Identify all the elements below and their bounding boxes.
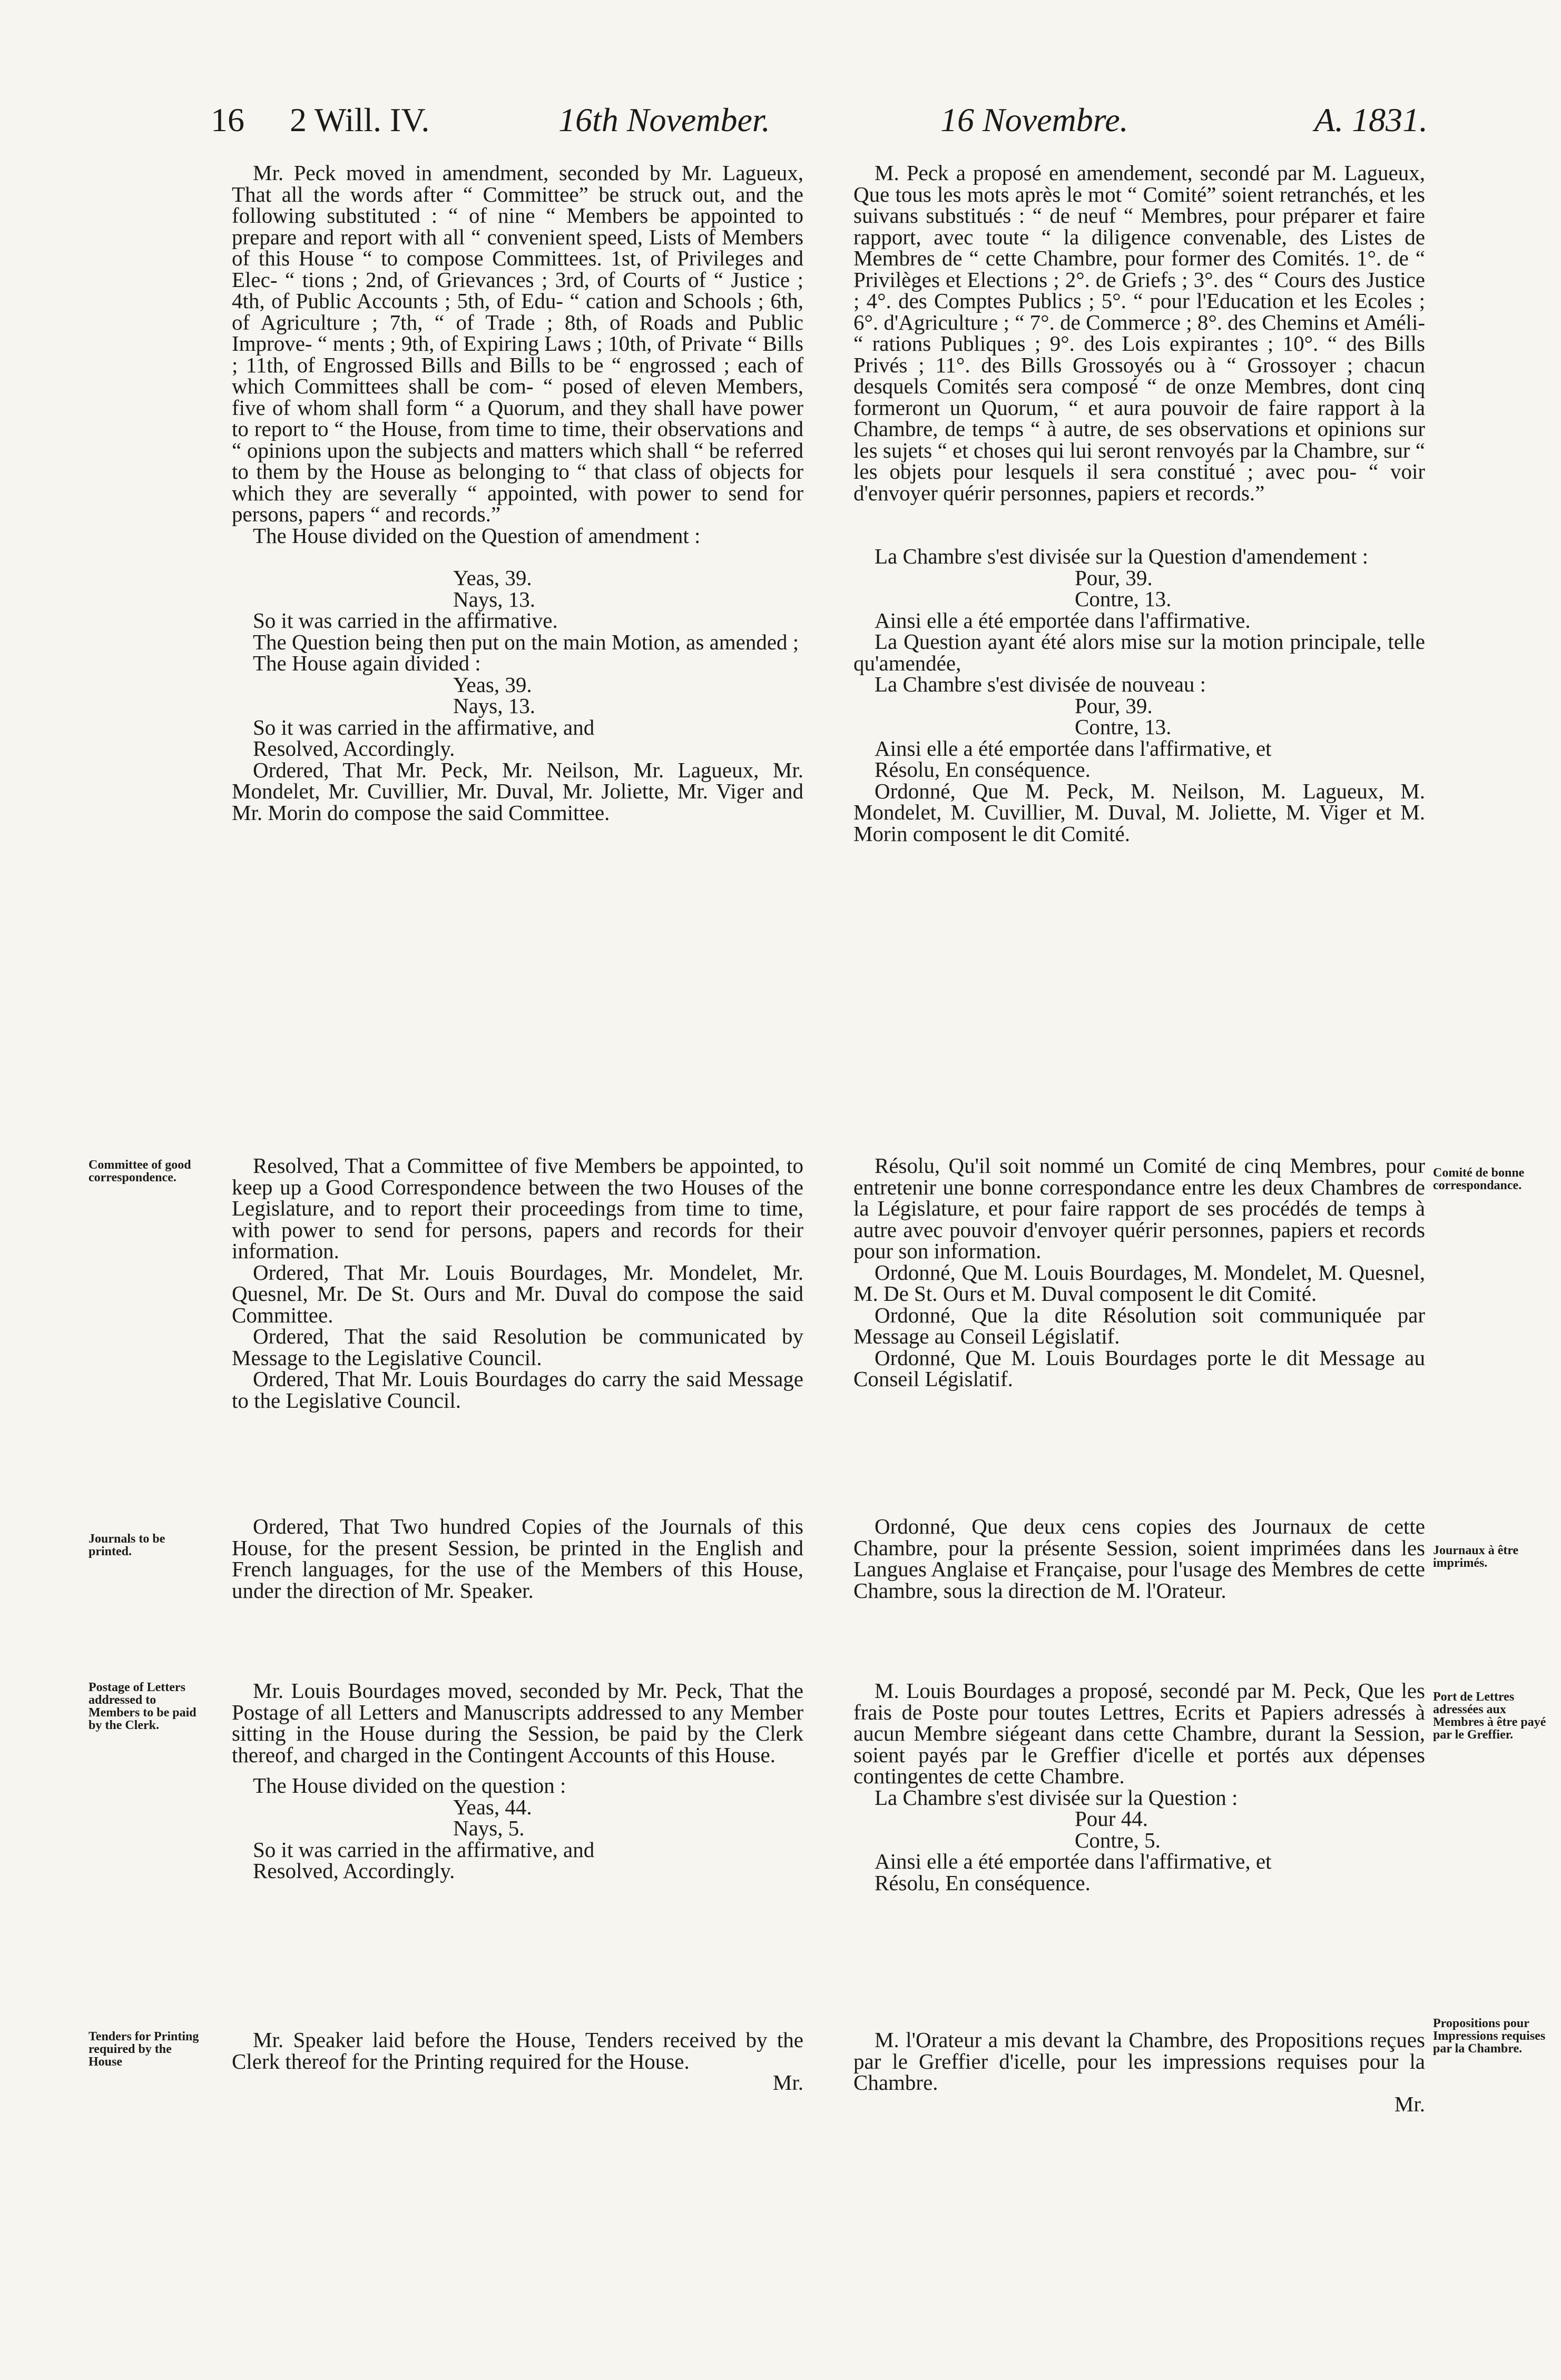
fr-amendment-motion: M. Peck a proposé en amendement, secondé par M. Lagueux, Que tous les mots après le mot “ Comité” soient retranchés, et les suivans substitués : “ de neuf “ Membres, pour préparer et faire rapport, avec toute “ la diligence convenable, des Listes de Membres de “ cette Chambre, pour former des Comités. 1°. de “ Privilèges et Elections ; 2°. de Griefs ; 3°. des “ Cours des Justice ; 4°. des Comptes Publics ; 5°. “ pour l'Education et les Ecoles ; 6°. d'Agriculture ; “ 7°. de Commerce ; 8°. des Chemins et Améli- “ rations Publiques ; 9°. des Lois expirantes ; 10°. “ des Bills Privés ; 11°. des Bills Grossoyés ou à “ Grossoyer ; chacun desquels Comités sera composé “ de onze Membres, dont cinq formeront un Quorum, “ et aura pouvoir de faire rapport à la Chambre, de temps “ à autre, de ses observations et opinions sur les sujets “ et choses qui lui seront renvoyés par la Chambre, sur “ les objets pour lesquels il sera constitué ; avec pou- “ voir d'envoyer quérir personnes, papiers et records.” — [853, 161, 1425, 505]
fr-house-divided: La Chambre s'est divisée de nouveau : — [875, 672, 1206, 696]
en-committee-members: Ordered, That Mr. Peck, Mr. Neilson, Mr. Lagueux, Mr. Mondelet, Mr. Cuvillier, Mr. Duval, Mr. Joliette, Mr. Viger and Mr. Morin do compose the said Committee. — [232, 757, 803, 825]
en-division-question: The House divided on the Question of amendment : — [253, 523, 701, 548]
fr-communicate-order: Ordonné, Que la dite Résolution soit communiquée par Message au Conseil Législatif. — [853, 1302, 1425, 1348]
reign: 2 Will. IV. — [290, 101, 430, 139]
en-resolved-2: Resolved, Accordingly. — [253, 1859, 455, 1883]
fr-postage-division: La Chambre s'est divisée sur la Question : — [875, 1785, 1238, 1810]
date-french: 16 Novembre. — [940, 101, 1128, 139]
fr-resolved-1: Résolu, En conséquence. — [875, 757, 1091, 782]
margin-note-en-tenders: Tenders for Printing required by the House — [89, 2030, 199, 2069]
french-column — [853, 162, 1425, 2269]
en-yeas-1: Yeas, 39. — [453, 566, 532, 590]
en-house-divided: The House again divided : — [253, 651, 481, 675]
en-main-motion: The Question being then put on the main Motion, as amended ; — [253, 629, 799, 654]
date-english: 16th November. — [558, 101, 770, 139]
en-carried-2: So it was carried in the affirmative, and — [253, 715, 595, 739]
fr-carried-1: Ainsi elle a été emportée dans l'affirmative. — [875, 608, 1251, 633]
en-nays-2: Nays, 13. — [453, 694, 536, 718]
en-yeas-3: Yeas, 44. — [453, 1794, 532, 1819]
english-column — [232, 162, 803, 2269]
en-section-4 — [232, 1680, 803, 1882]
fr-yeas-3: Pour 44. — [1075, 1806, 1148, 1831]
year: A. 1831. — [1314, 101, 1428, 139]
fr-correspondence-resolution: Résolu, Qu'il soit nommé un Comité de cinq Membres, pour entretenir une bonne correspondance entre les deux Chambres de la Législature, et pour faire rapport de ses procédés de temps à autre avec pouvoir d'envoyer quérir personnes, papiers et records pour son information. — [853, 1153, 1425, 1263]
margin-note-fr-tenders: Propositions pour Impressions requises par la Chambre. — [1433, 2017, 1546, 2056]
en-resolved-1: Resolved, Accordingly. — [253, 736, 455, 761]
fr-yeas-1: Pour, 39. — [1075, 565, 1153, 590]
fr-postage-motion: M. Louis Bourdages a proposé, secondé par M. Peck, Que les frais de Poste pour toutes Lettres, Ecrits et Papiers adressés à aucun Membre siégeant dans cette Chambre, durant la Session, soient payés par le Greffier d'icelle et portés aux dépenses contingentes de cette Chambre. — [853, 1678, 1425, 1788]
fr-journals-order: Ordonné, Que deux cens copies des Journaux de cette Chambre, pour la présente Session, soient imprimées dans les Langues Anglaise et Française, pour l'usage des Membres de cette Chambre, sous la direction de M. l'Orateur. — [853, 1514, 1425, 1603]
fr-nays-2: Contre, 13. — [1075, 715, 1172, 739]
en-nays-3: Nays, 5. — [453, 1816, 525, 1840]
margin-note-en-correspondence: Committee of good correspondence. — [89, 1158, 191, 1184]
margin-note-en-journals: Journals to be printed. — [89, 1532, 165, 1558]
fr-section-3 — [853, 1516, 1425, 1601]
fr-nays-1: Contre, 13. — [1075, 587, 1172, 611]
margin-note-en-postage: Postage of Letters addressed to Members to be paid by the Clerk. — [89, 1681, 197, 1732]
en-catchword: Mr. — [772, 2070, 803, 2095]
margin-note-fr-journals: Journaux à être imprimés. — [1433, 1544, 1519, 1570]
en-postage-division: The House divided on the question : — [253, 1773, 566, 1798]
fr-catchword: Mr. — [1394, 2091, 1425, 2116]
en-section-1 — [232, 162, 803, 823]
en-amendment-motion: Mr. Peck moved in amendment, seconded by Mr. Lagueux, That all the words after “ Committee” be struck out, and the following substituted : “ of nine “ Members be appointed to prepare and report with all “ convenient speed, Lists of Members of this House “ to compose Committees. 1st, of Privileges and Elec- “ tions ; 2nd, of Grievances ; 3rd, of Courts of “ Justice ; 4th, of Public Accounts ; 5th, of Edu- “ cation and Schools ; 6th, of Agriculture ; 7th, “ of Trade ; 8th, of Roads and Public Improve- “ ments ; 9th, of Expiring Laws ; 10th, of Private “ Bills ; 11th, of Engrossed Bills and Bills to be “ engrossed ; each of which Committees shall be com- “ posed of eleven Members, five of whom shall form “ a Quorum, and they shall have power to report to “ the House, from time to time, their observations and “ opinions upon the subjects and matters which shall “ be referred to them by the House as belonging to “ that class of objects for which they are severally “ appointed, with power to send for persons, papers “ and records.” — [232, 161, 803, 526]
en-message-order: Ordered, That Mr. Louis Bourdages do carry the said Message to the Legislative Council. — [232, 1367, 803, 1413]
en-carried-3: So it was carried in the affirmative, and — [253, 1837, 595, 1862]
en-section-2 — [232, 1155, 803, 1411]
en-journals-order: Ordered, That Two hundred Copies of the Journals of this House, for the present Session, be printed in the English and French languages, for the use of the Members of this House, under the direction of Mr. Speaker. — [232, 1514, 803, 1603]
en-communicate-order: Ordered, That the said Resolution be communicated by Message to the Legislative Council. — [232, 1324, 803, 1370]
fr-message-order: Ordonné, Que M. Louis Bourdages porte le dit Message au Conseil Législatif. — [853, 1345, 1425, 1391]
page-number: 16 — [211, 101, 244, 139]
en-section-5 — [232, 2029, 803, 2093]
margin-note-fr-postage: Port de Lettres adressées aux Membres à être payé par le Greffier. — [1433, 1690, 1546, 1742]
en-section-3 — [232, 1516, 803, 1601]
en-nays-1: Nays, 13. — [453, 587, 536, 611]
en-correspondence-members: Ordered, That Mr. Louis Bourdages, Mr. Mondelet, Mr. Quesnel, Mr. De St. Ours and Mr. Duval do compose the said Committee. — [232, 1260, 803, 1327]
fr-section-4 — [853, 1680, 1425, 1893]
fr-correspondence-members: Ordonné, Que M. Louis Bourdages, M. Mondelet, M. Quesnel, M. De St. Ours et M. Duval composent le dit Comité. — [853, 1260, 1425, 1306]
en-postage-motion: Mr. Louis Bourdages moved, seconded by Mr. Peck, That the Postage of all Letters and Manuscripts addressed to any Member sitting in the House during the Session, be paid by the Clerk thereof, and charged in the Contingent Accounts of this House. — [232, 1678, 803, 1767]
fr-section-5 — [853, 2029, 1425, 2115]
en-tenders: Mr. Speaker laid before the House, Tenders received by the Clerk thereof for the Printing required for the House. — [232, 2028, 803, 2073]
en-correspondence-resolution: Resolved, That a Committee of five Members be appointed, to keep up a Good Correspondence between the two Houses of the Legislature, and to report their proceedings from time to time, with power to send for persons, papers and records for their information. — [232, 1153, 803, 1263]
fr-resolved-2: Résolu, En conséquence. — [875, 1870, 1091, 1895]
fr-yeas-2: Pour, 39. — [1075, 693, 1153, 718]
fr-division-question: La Chambre s'est divisée sur la Question d'amendement : — [875, 544, 1369, 568]
fr-committee-members: Ordonné, Que M. Peck, M. Neilson, M. Lagueux, M. Mondelet, M. Cuvillier, M. Duval, M. Joliette, M. Viger et M. Morin composent le dit Comité. — [853, 778, 1425, 846]
fr-carried-3: Ainsi elle a été emportée dans l'affirmative, et — [875, 1849, 1272, 1873]
fr-section-2 — [853, 1155, 1425, 1390]
margin-note-fr-correspondence: Comité de bonne correspondance. — [1433, 1166, 1525, 1192]
en-carried-1: So it was carried in the affirmative. — [253, 608, 558, 633]
fr-section-1 — [853, 162, 1425, 844]
fr-main-motion: La Question ayant été alors mise sur la motion principale, telle qu'amendée, — [853, 629, 1425, 675]
fr-nays-3: Contre, 5. — [1075, 1828, 1161, 1852]
en-yeas-2: Yeas, 39. — [453, 672, 532, 697]
fr-carried-2: Ainsi elle a été emportée dans l'affirmative, et — [875, 736, 1272, 761]
page-header — [211, 99, 1428, 141]
fr-tenders: M. l'Orateur a mis devant la Chambre, des Propositions reçues par le Greffier d'icelle, pour les impressions requises pour la Chambre. — [853, 2028, 1425, 2095]
